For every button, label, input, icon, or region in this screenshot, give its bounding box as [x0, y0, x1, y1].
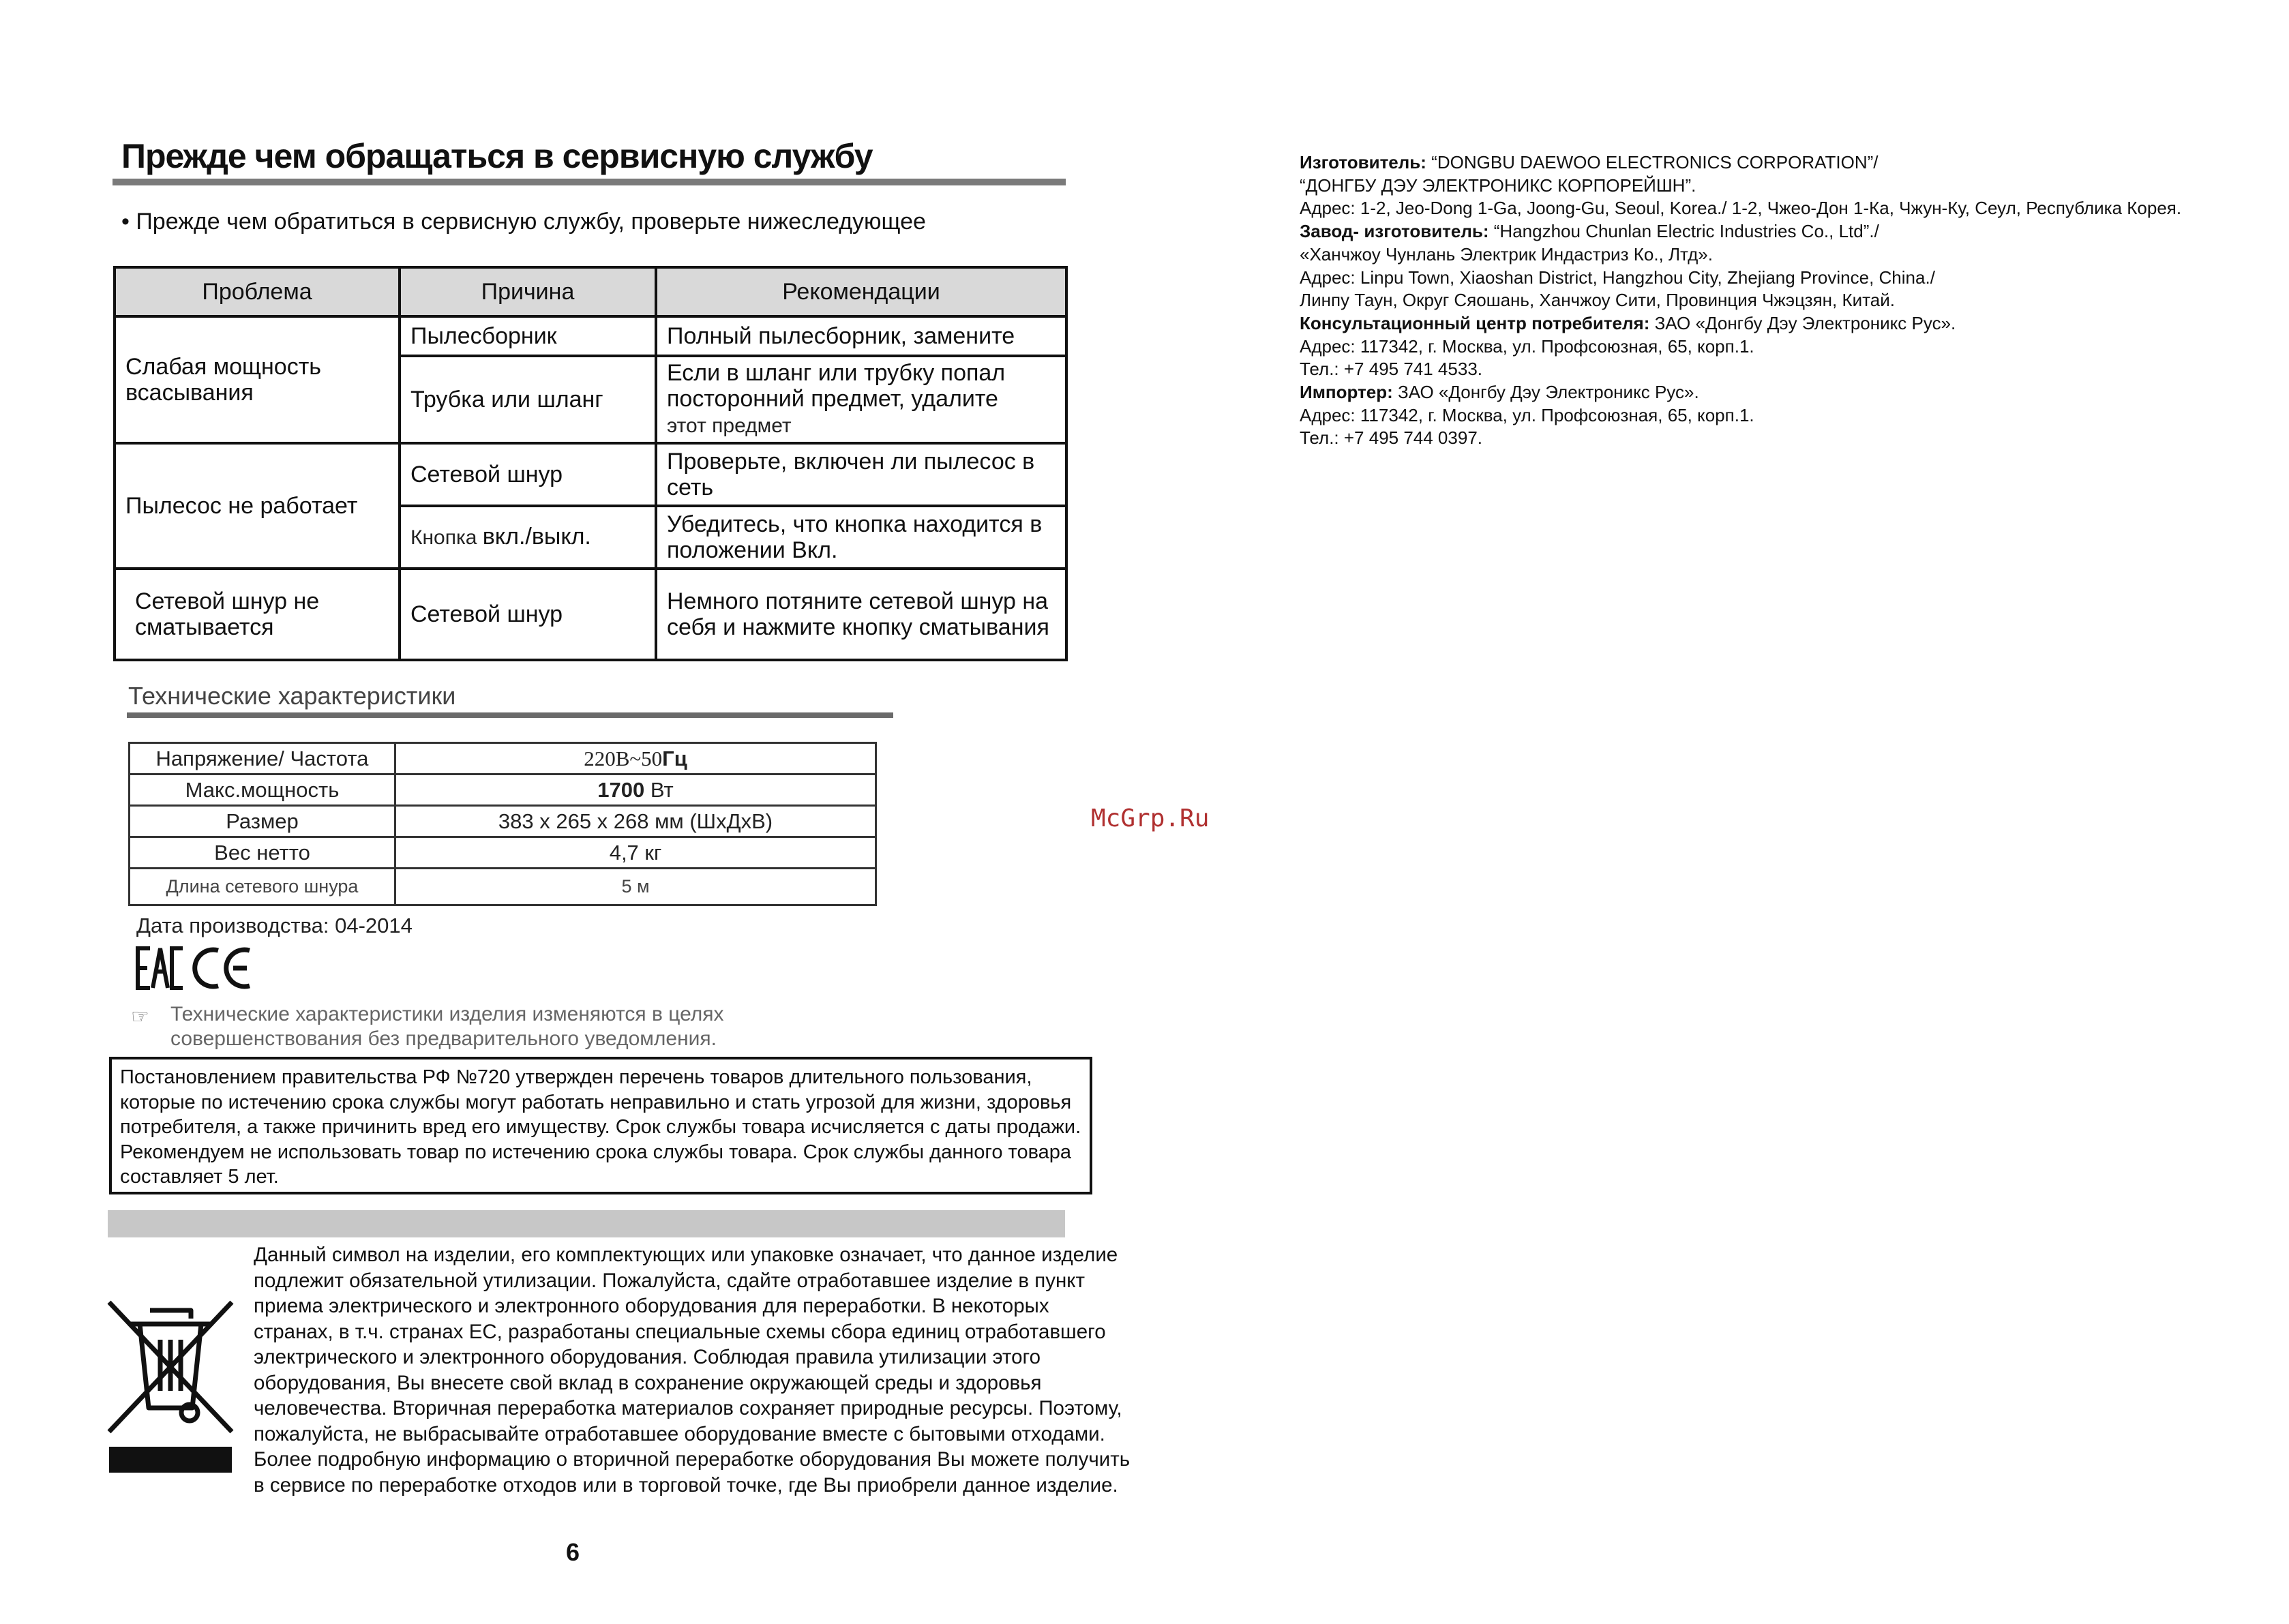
- spec-label: Макс.мощность: [130, 775, 395, 806]
- recommendation-cell: Немного потяните сетевой шнур на себя и нажмите кнопку сматывания: [656, 569, 1066, 660]
- spec-label: Длина сетевого шнура: [130, 869, 395, 905]
- ce-mark-icon: [195, 950, 250, 987]
- table-row: [115, 443, 1066, 506]
- intro-text: • Прежде чем обратиться в сервисную службу, проверьте нижеследующее: [121, 209, 926, 235]
- manufacturer-value: “DONGBU DAEWOO ELECTRONICS CORPORATION”/: [1426, 152, 1879, 172]
- spec-row: [130, 806, 876, 837]
- importer-value: ЗАО «Донгбу Дэу Электроникс Рус».: [1392, 382, 1699, 403]
- eac-mark-icon: [138, 948, 183, 988]
- cause-cell: Пылесборник: [400, 316, 656, 356]
- cause-cell: [400, 506, 656, 569]
- factory-line: Адрес: Linpu Town, Xiaoshan District, Hangzhou City, Zhejiang Province, China./: [1300, 267, 1935, 288]
- note-line: Технические характеристики изделия изменяются в целях: [170, 1003, 724, 1025]
- consumer-center-line: Адрес: 117342, г. Москва, ул. Профсоюзная, 65, корп.1.: [1300, 335, 1754, 357]
- spec-unit: Вт: [644, 777, 674, 802]
- disposal-text: Данный символ на изделии, его комплектующих или упаковке означает, что данное изделие подлежит обязательной утилизации. Пожалуйста, сдайте отработавшее изделие в пункт приема электрического и электронного оборудования для переработки. В некоторых странах, в т.ч. странах ЕС, разработаны специальные схемы сбора единиц отработавшего электрического и электронного оборудования. Соблюдая правила утилизации этого оборудования, Вы внесете свой вклад в сохранение окружающей среды и здоровья человечества. Вторичная переработка материалов сохраняет природные ресурсы. Поэтому, пожалуйста, не выбрасывайте отработавшее оборудование вместе с бытовыми отходами. Более подробную информацию о вторичной переработке оборудования Вы можете получить в сервисе по переработке отходов или в торговой точке, где Вы приобрели данное изделие.: [254, 1244, 1131, 1497]
- pointing-hand-icon: ☞: [131, 1006, 149, 1028]
- table-row: [115, 316, 1066, 356]
- recommendation-cell: Убедитесь, что кнопка находится в положении Вкл.: [656, 506, 1066, 569]
- page-number: 6: [566, 1538, 580, 1566]
- factory-value: “Hangzhou Chunlan Electric Industries Co., Ltd”./: [1488, 221, 1879, 242]
- spec-row: [130, 869, 876, 905]
- cause-prefix: Кнопка: [410, 526, 483, 549]
- troubleshooting-table: [113, 266, 1068, 661]
- consumer-center-value: ЗАО «Донгбу Дэу Электроникс Рус».: [1649, 312, 1956, 333]
- watermark: McGrp.Ru: [1091, 805, 1210, 832]
- spec-row: [130, 775, 876, 806]
- header-problem: Проблема: [115, 267, 400, 316]
- note-line: совершенствования без предварительного уведомления.: [170, 1027, 717, 1050]
- importer-label: Импортер:: [1300, 382, 1393, 403]
- crossed-bin-icon: [102, 1295, 239, 1473]
- cause-cell: Сетевой шнур: [400, 569, 656, 660]
- consumer-center-line: [1300, 312, 2268, 335]
- spec-value: 4,7 кг: [395, 837, 876, 869]
- manufacturer-line: “ДОНГБУ ДЭУ ЭЛЕКТРОНИКС КОРПОРЕЙШН”.: [1300, 175, 1696, 196]
- manufacturer-info: [1300, 151, 2268, 450]
- specs-table: [128, 742, 877, 906]
- recommendation-cell: Проверьте, включен ли пылесос в сеть: [656, 443, 1066, 506]
- specs-title: Технические характеристики: [128, 682, 456, 710]
- factory-line: «Ханчжоу Чунлань Электрик Индастриз Ко., Лтд».: [1300, 243, 1713, 265]
- factory-line: [1300, 220, 2268, 243]
- title-divider: [113, 179, 1066, 185]
- spec-unit: Гц: [662, 746, 687, 770]
- importer-line: Тел.: +7 495 744 0397.: [1300, 427, 1482, 449]
- recommendation-extra: этот предмет: [667, 415, 792, 437]
- cause-cell: Трубка или шланг: [400, 356, 656, 443]
- spec-value: 5 м: [395, 869, 876, 905]
- cause-text: вкл./выкл.: [482, 524, 591, 550]
- problem-cell: Слабая мощность всасывания: [115, 316, 400, 443]
- spec-value: 383 x 265 x 268 мм (ШхДхВ): [395, 806, 876, 837]
- problem-cell: Пылесос не работает: [115, 443, 400, 569]
- spec-value-text: 220В~50: [584, 746, 663, 770]
- factory-line: Линпу Таун, Округ Сяошань, Ханчжоу Сити, Провинция Чжэцзян, Китай.: [1300, 290, 1895, 311]
- spec-label: Вес нетто: [130, 837, 395, 869]
- importer-line: [1300, 381, 2268, 404]
- header-recommendation: Рекомендации: [656, 267, 1066, 316]
- factory-label: Завод- изготовитель:: [1300, 221, 1489, 242]
- recommendation-cell: [656, 356, 1066, 443]
- spec-change-note: [170, 1002, 852, 1051]
- table-row: [115, 569, 1066, 660]
- spec-row: [130, 743, 876, 775]
- importer-line: Адрес: 117342, г. Москва, ул. Профсоюзная, 65, корп.1.: [1300, 404, 1754, 425]
- table-header-row: [115, 267, 1066, 316]
- spec-value: [395, 743, 876, 775]
- production-date: Дата производства: 04-2014: [136, 914, 413, 937]
- manufacturer-label: Изготовитель:: [1300, 152, 1426, 172]
- recommendation-cell: Полный пылесборник, замените: [656, 316, 1066, 356]
- specs-divider: [127, 712, 893, 718]
- spec-label: Напряжение/ Частота: [130, 743, 395, 775]
- manufacturer-line: [1300, 151, 2268, 175]
- spec-row: [130, 837, 876, 869]
- page-title: Прежде чем обращаться в сервисную службу: [121, 137, 873, 175]
- recommendation-text: Если в шланг или трубку попал посторонний предмет, удалите: [667, 360, 1006, 412]
- spec-value-text: 1700: [597, 777, 645, 802]
- header-cause: Причина: [400, 267, 656, 316]
- service-life-notice: Постановлением правительства РФ №720 утвержден перечень товаров длительного пользования, которые по истечению срока службы могут работать неправильно и стать угрозой для жизни, здоровья потребителя, а также причинить вред его имуществу. Срок службы товара исчисляется с даты продажи. Рекомендуем не использовать товар по истечению срока службы товара. Срок службы данного товара составляет 5 лет.: [109, 1057, 1092, 1194]
- cause-cell: Сетевой шнур: [400, 443, 656, 506]
- spec-value: [395, 775, 876, 806]
- consumer-center-label: Консультационный центр потребителя:: [1300, 312, 1650, 333]
- certification-marks: [135, 944, 258, 992]
- spec-label: Размер: [130, 806, 395, 837]
- consumer-center-line: Тел.: +7 495 741 4533.: [1300, 359, 1482, 380]
- manufacturer-line: Адрес: 1-2, Jeo-Dong 1-Ga, Joong-Gu, Seoul, Korea./ 1-2, Чжео-Дон 1-Ка, Чжун-Ку, Сеул, Республика Корея.: [1300, 198, 2182, 219]
- section-band: [108, 1210, 1065, 1237]
- problem-cell: Сетевой шнур не сматывается: [115, 569, 400, 660]
